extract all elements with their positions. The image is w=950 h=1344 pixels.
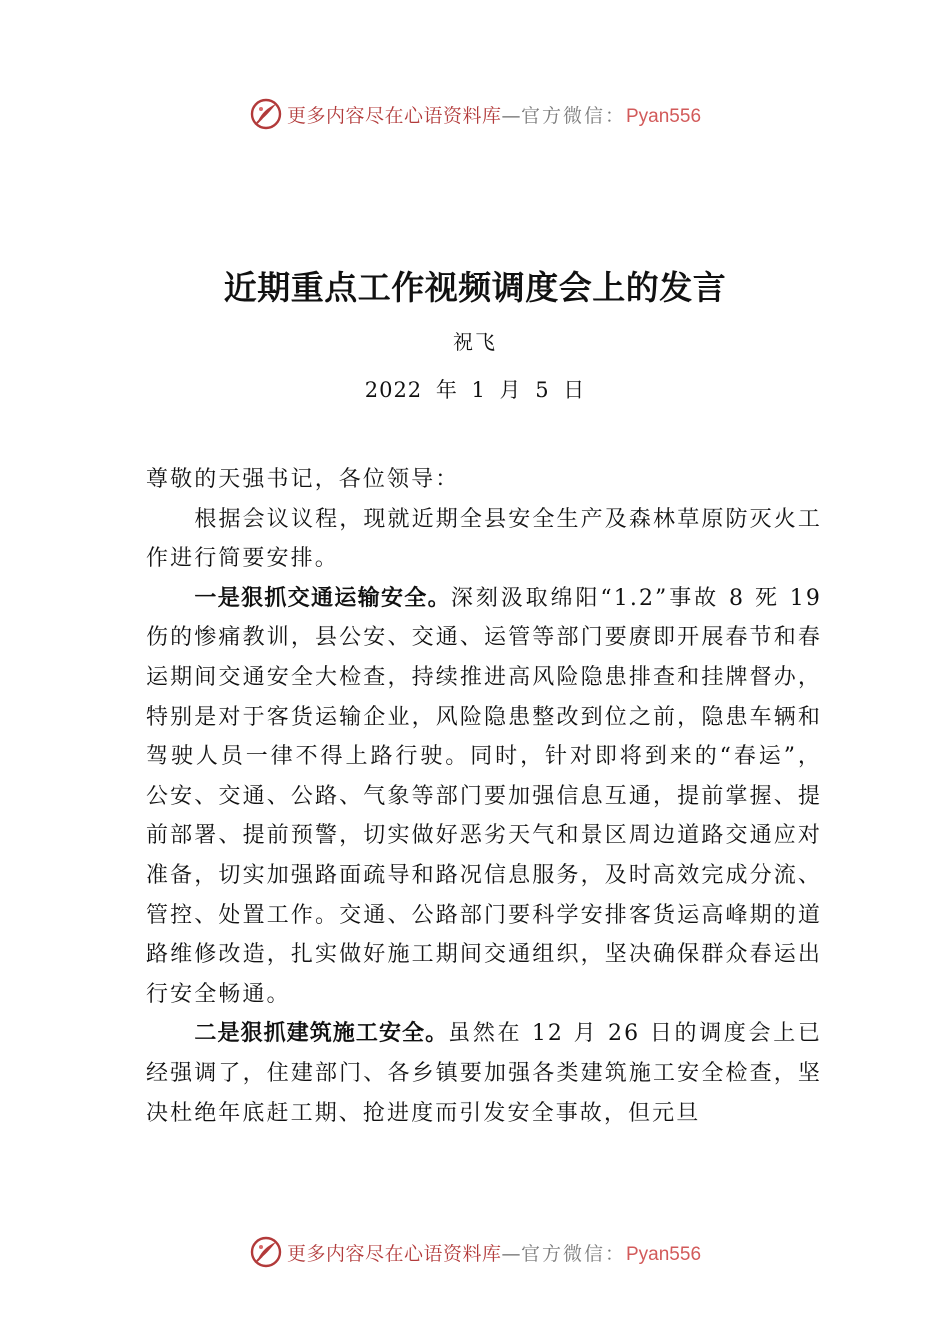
quill-seal-logo-icon <box>249 1235 283 1269</box>
section-text-1: 深刻汲取绵阳“1.2”事故 8 死 19 伤的惨痛教训，县公安、交通、运管等部门要赓即开展春节和春运期间交通安全大检查，持续推进高风险隐患排查和挂牌督办，特别是对于客货运输企业，风险隐患整改到位之前，隐患车辆和驾驶人员一律不得上路行驶。同时，针对即将到来的“春运”，公安、交通、公路、气象等部门要加强信息互通，提前掌握、提前部署、提前预警，切实做好恶劣天气和景区周边道路交通应对准备，切实加强路面疏导和路况信息服务，及时高效完成分流、管控、处置工作。交通、公路部门要科学安排客货运高峰期的道路维修改造，扎实做好施工期间交通组织，坚决确保群众春运出行安全畅通。 <box>146 585 822 1007</box>
watermark-banner-top <box>0 94 950 134</box>
document-date: 2022 年 1 月 5 日 <box>364 378 586 402</box>
watermark-text: 更多内容尽在心语资料库—官方微信：Pyan556 <box>286 104 702 127</box>
section-paragraph-1 <box>146 579 822 1015</box>
intro-paragraph: 根据会议议程，现就近期全县安全生产及森林草原防灭火工作进行简要安排。 <box>146 506 822 572</box>
salutation: 尊敬的天强书记，各位领导： <box>146 467 460 492</box>
watermark-text: 更多内容尽在心语资料库—官方微信：Pyan556 <box>286 1242 702 1265</box>
document-title: 近期重点工作视频调度会上的发言 <box>223 268 727 307</box>
watermark-banner-bottom <box>0 1232 950 1272</box>
quill-seal-logo-icon <box>249 97 283 131</box>
section-lead-2: 二是狠抓建筑施工安全。 <box>194 1021 449 1047</box>
document-author: 祝飞 <box>453 330 497 354</box>
section-lead-1: 一是狠抓交通运输安全。 <box>194 585 451 611</box>
section-text-2: 虽然在 12 月 26 日的调度会上已经强调了，住建部门、各乡镇要加强各类建筑施工安全检查，坚决杜绝年底赶工期、抢进度而引发安全事故，但元旦 <box>146 1021 822 1126</box>
document-body <box>146 460 822 1133</box>
section-paragraph-2 <box>146 1014 822 1133</box>
